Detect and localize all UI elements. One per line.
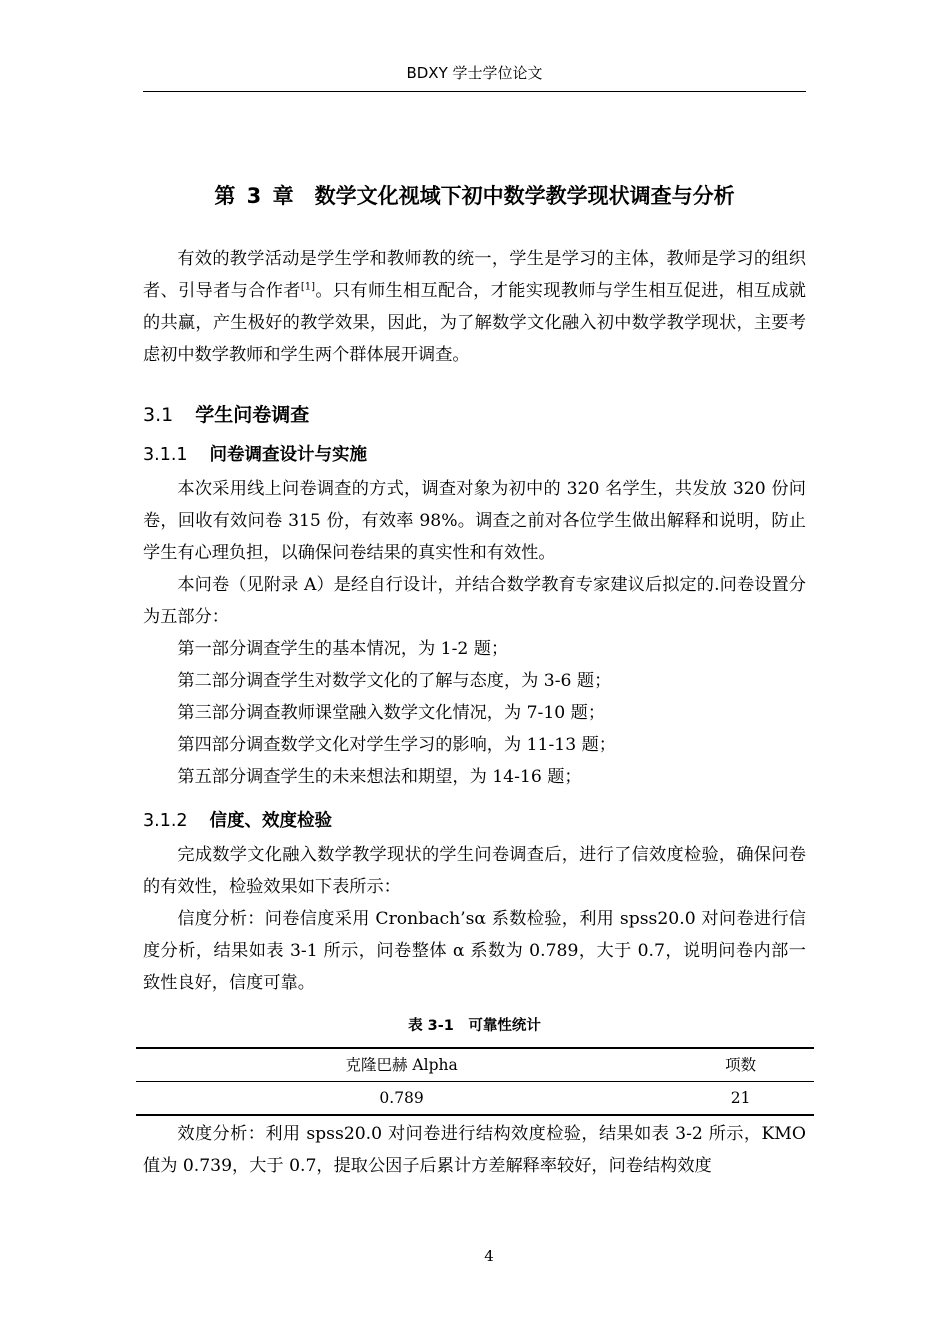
paragraph: 完成数学文化融入数学教学现状的学生问卷调查后，进行了信效度检验，确保问卷的有效性，检验效果如下表所示： bbox=[143, 845, 806, 897]
list-item: 第五部分调查学生的未来想法和期望，为 14-16 题； bbox=[177, 767, 582, 787]
list-item: 第四部分调查数学文化对学生学习的影响，为 11-13 题； bbox=[177, 735, 616, 755]
section-title: 学生问卷调查 bbox=[195, 404, 310, 426]
table-header-cell: 项数 bbox=[725, 1056, 757, 1074]
subsection-title: 问卷调查设计与实施 bbox=[209, 445, 368, 465]
section-number: 3.1 bbox=[143, 404, 174, 426]
table-header-cell: 克隆巴赫 Alpha bbox=[345, 1056, 458, 1074]
header-rule bbox=[143, 91, 806, 92]
table-header-row bbox=[136, 1048, 814, 1082]
intro-text-2: 。只有师生相互配合，才能实现教师与学生相互促进，相互成就的共赢，产生极好的教学效果，因此，为了解数学文化融入初中数学教学现状，主要考虑初中数学教师和学生两个群体展开调查。 bbox=[143, 281, 806, 365]
paragraph: 本次采用线上问卷调查的方式，调查对象为初中的 320 名学生，共发放 320 份问卷，回收有效问卷 315 份，有效率 98%。调查之前对各位学生做出解释和说明，防止学生有心理负担，以确保问卷结果的真实性和有效性。 bbox=[143, 479, 806, 563]
table-row bbox=[136, 1082, 814, 1116]
table-cell: 21 bbox=[730, 1089, 751, 1107]
list-item: 第三部分调查教师课堂融入数学文化情况，为 7-10 题； bbox=[177, 703, 606, 723]
running-header: BDXY 学士学位论文 bbox=[406, 64, 543, 82]
section-heading-3-1 bbox=[143, 397, 806, 433]
paragraph: 本问卷（见附录 A）是经自行设计，并结合数学教育专家建议后拟定的.问卷设置分为五部分： bbox=[143, 575, 806, 627]
list-item: 第二部分调查学生对数学文化的了解与态度，为 3-6 题； bbox=[177, 671, 612, 691]
table-cell: 0.789 bbox=[379, 1089, 424, 1107]
reliability-table bbox=[136, 1047, 814, 1116]
subsection-number: 3.1.2 bbox=[143, 811, 188, 831]
subsection-title: 信度、效度检验 bbox=[209, 811, 333, 831]
subsection-heading-3-1-2 bbox=[143, 803, 806, 839]
subsection-heading-3-1-1 bbox=[143, 437, 806, 473]
subsection-number: 3.1.1 bbox=[143, 445, 188, 465]
list-item: 第一部分调查学生的基本情况，为 1-2 题； bbox=[177, 639, 509, 659]
intro-paragraph bbox=[143, 243, 806, 371]
body-text bbox=[143, 243, 806, 1182]
table-caption: 表 3-1 可靠性统计 bbox=[408, 1018, 541, 1034]
citation-ref[interactable]: [1] bbox=[300, 281, 315, 293]
paragraph: 信度分析：问卷信度采用 Cronbach’sα 系数检验，利用 spss20.0 对问卷进行信度分析，结果如表 3-1 所示，问卷整体 α 系数为 0.789，大于 0.7，说明问卷内部一致性良好，信度可靠。 bbox=[143, 909, 806, 993]
intro-text-1: 有效的教学活动是学生学和教师教的统一，学生是学习的主体，教师是学习的组织者、引导者与合作者 bbox=[143, 249, 806, 301]
chapter-title: 第 3 章 数学文化视域下初中数学教学现状调查与分析 bbox=[214, 184, 735, 208]
paragraph: 效度分析：利用 spss20.0 对问卷进行结构效度检验，结果如表 3-2 所示，KMO 值为 0.739，大于 0.7，提取公因子后累计方差解释率较好，问卷结构效度 bbox=[143, 1124, 806, 1176]
page-number: 4 bbox=[484, 1247, 494, 1265]
